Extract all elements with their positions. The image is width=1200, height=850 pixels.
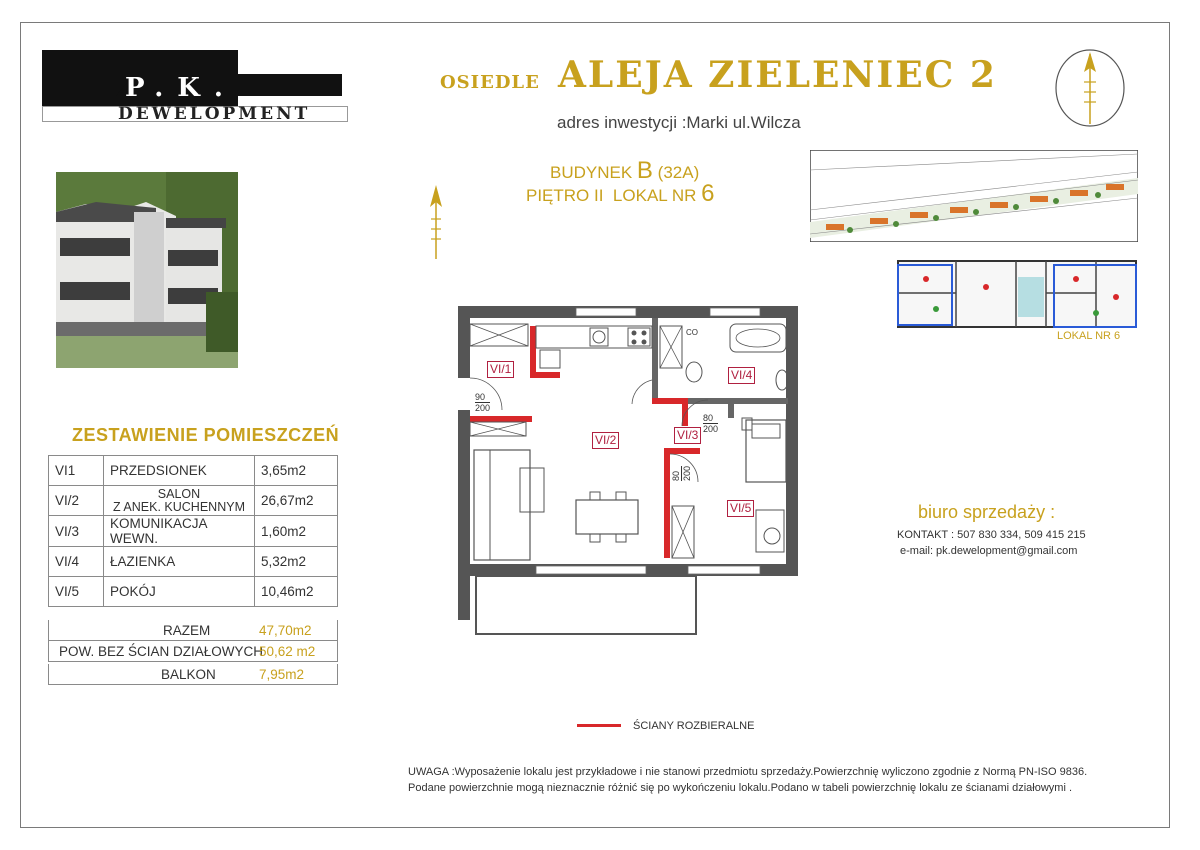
site-plan-map	[810, 150, 1138, 242]
table-row	[49, 456, 338, 486]
unit-label: LOKAL NR	[612, 186, 697, 205]
removable-wall-swatch	[577, 724, 621, 727]
gross-row	[48, 641, 338, 662]
room-code: VI/4	[49, 547, 104, 577]
room-code: VI1	[49, 456, 104, 486]
floor-label: PIĘTRO II	[526, 186, 604, 205]
room-name: POKÓJ	[104, 577, 255, 607]
room-area: 10,46m2	[255, 577, 338, 607]
title-prefix: OSIEDLE	[440, 72, 540, 93]
rooms-heading: ZESTAWIENIE POMIESZCZEŃ	[72, 425, 340, 445]
north-arrow-icon	[426, 185, 446, 261]
note-line-2: Podane powierzchnie mogą nieznacznie różnić się po wykończeniu lokalu.Podano w tabeli powierzchnię lokalu ze ścianami działowymi .	[408, 782, 1073, 794]
total-row	[48, 620, 338, 641]
room-name: KOMUNIKACJA WEWN.	[104, 516, 255, 547]
page-title: ALEJA ZIELENIEC 2	[558, 54, 997, 96]
gross-value: 50,62 m2	[259, 644, 316, 659]
balcony-value: 7,95m2	[259, 667, 305, 682]
table-row	[49, 516, 338, 547]
floor-plan	[456, 300, 806, 640]
room-code: VI/2	[49, 486, 104, 516]
legend-label: ŚCIANY ROZBIERALNE	[633, 720, 755, 732]
table-row	[49, 577, 338, 607]
unit-info	[526, 157, 715, 207]
building-photo	[56, 172, 238, 368]
sales-office-title: biuro sprzedaży :	[918, 502, 1056, 522]
table-row	[49, 547, 338, 577]
total-value: 47,70m2	[259, 623, 312, 638]
room-label-vi5: VI/5	[727, 500, 754, 517]
door-dimension-room: 80 200	[671, 465, 693, 482]
room-code: VI/3	[49, 516, 104, 547]
room-area: 26,67m2	[255, 486, 338, 516]
unit-number: 6	[701, 180, 715, 207]
room-area: 3,65m2	[255, 456, 338, 486]
sales-contact: KONTAKT : 507 830 334, 509 415 215	[897, 529, 1086, 541]
building-letter: B	[636, 157, 653, 184]
room-label-vi1: VI/1	[487, 361, 514, 378]
door-dimension-entry: 90 200	[475, 392, 491, 413]
room-label-vi3: VI/3	[674, 427, 701, 444]
note-line-1: UWAGA :Wyposażenie lokalu jest przykładowe i nie stanowi przedmiotu sprzedaży.Powierzchnię wyliczono zgodnie z Normą PN-ISO 9836.	[408, 766, 1088, 778]
room-name: PRZEDSIONEK	[104, 456, 255, 486]
building-label: BUDYNEK	[550, 163, 633, 182]
sales-email: e-mail: pk.dewelopment@gmail.com	[900, 545, 1078, 557]
table-row	[49, 486, 338, 516]
rooms-table	[48, 455, 338, 607]
disclaimer-note	[408, 764, 1087, 796]
key-plan-label: LOKAL NR 6	[1057, 330, 1121, 342]
logo-subtitle: DEWELOPMENT	[118, 104, 311, 124]
room-label-vi2: VI/2	[592, 432, 619, 449]
total-label: RAZEM	[163, 623, 211, 638]
gross-label: POW. BEZ ŚCIAN DZIAŁOWYCH	[59, 644, 264, 659]
room-label-vi4: VI/4	[728, 367, 755, 384]
room-code: VI/5	[49, 577, 104, 607]
balcony-row	[48, 664, 338, 685]
logo-letters: P.K.	[125, 73, 237, 103]
compass-icon	[1053, 46, 1127, 130]
room-name: ŁAZIENKA	[104, 547, 255, 577]
building-number: (32A)	[657, 163, 700, 182]
boiler-label: CO	[686, 328, 698, 337]
balcony-label: BALKON	[161, 667, 216, 682]
room-area: 1,60m2	[255, 516, 338, 547]
room-area: 5,32m2	[255, 547, 338, 577]
investment-address: adres inwestycji :Marki ul.Wilcza	[557, 113, 801, 132]
room-name: SALON Z ANEK. KUCHENNYM	[104, 486, 255, 516]
door-dimension-bath: 80 200	[703, 413, 719, 434]
